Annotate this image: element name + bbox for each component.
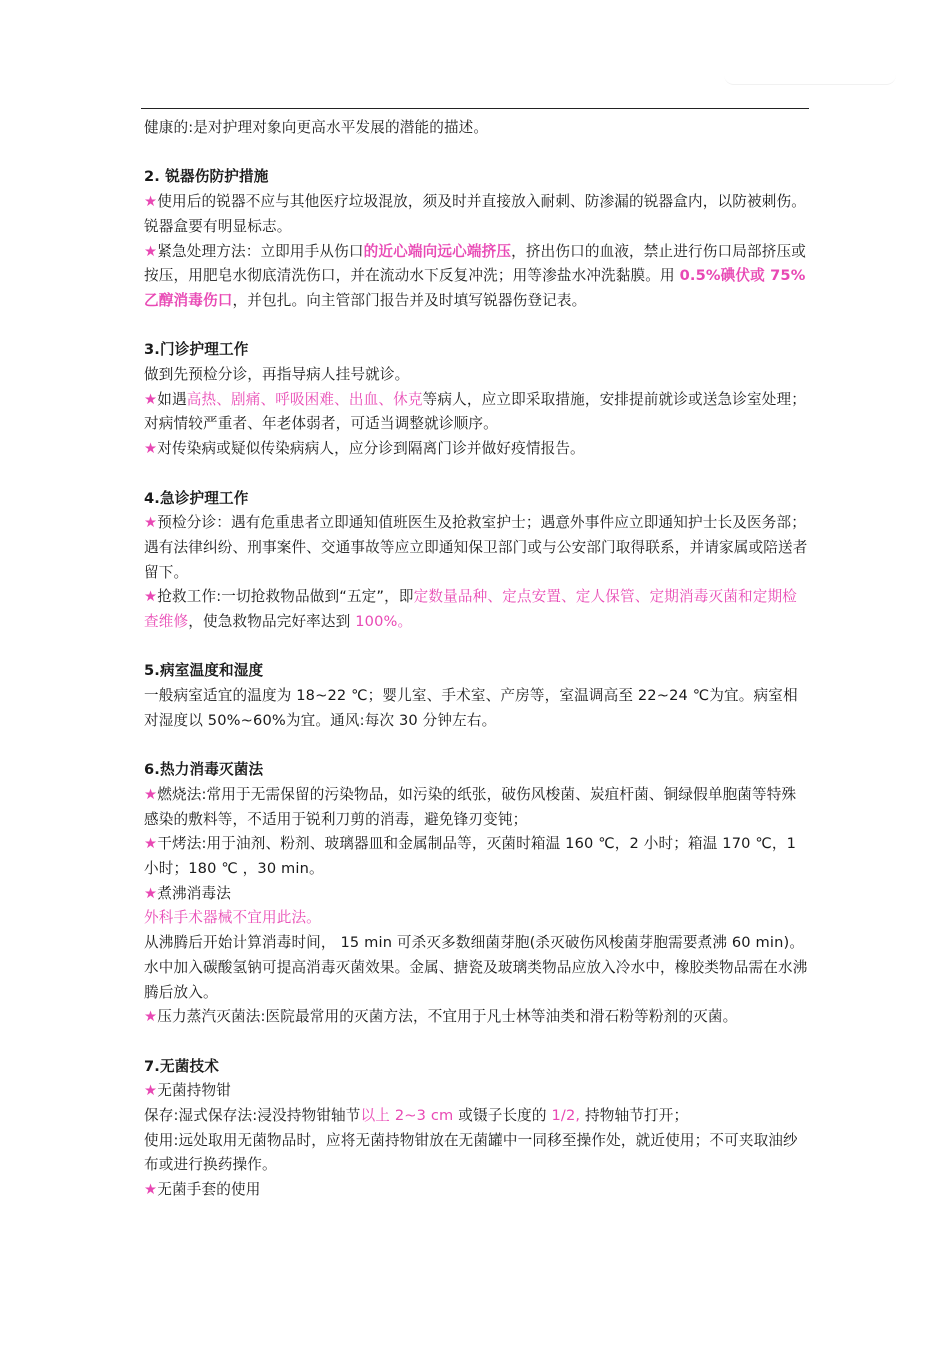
dry-heat-paragraph: ★干烤法:用于油剂、粉剂、玻璃器皿和金属制品等，灭菌时箱温 160 ℃，2 小时；箱温 170 ℃，1 小时；180 ℃ ，30 min。	[144, 835, 797, 878]
highlight: 0.5%碘伏或 75%乙醇消毒伤口	[144, 267, 806, 309]
boiling-paragraph: 从沸腾后开始计算消毒时间， 15 min 可杀灭多数细菌芽胞(杀灭破伤风梭菌芽胞需要煮沸 60 min)。水中加入碳酸氢钠可提高消毒灭菌效果。金属、搪瓷及玻璃类物品应放入冷水中，橡胶类物品需在水沸腾后放入。	[144, 934, 808, 1001]
highlight: 的近心端向远心端挤压	[363, 242, 512, 260]
section-title-heat-sterilization: 6.热力消毒灭菌法	[144, 761, 264, 779]
star-icon: ★	[144, 785, 158, 803]
burning-paragraph: ★燃烧法:常用于无需保留的污染物品，如污染的纸张，破伤风梭菌、炭疽杆菌、铜绿假单胞菌等特殊感染的敷料等，不适用于锐利刀剪的消毒，避免锋刃变钝；	[144, 785, 797, 828]
intro-paragraph: 健康的:是对护理对象向更高水平发展的潜能的描述。	[144, 119, 489, 136]
ward-climate-paragraph: 一般病室适宜的温度为 18~22 ℃；婴儿室、手术室、产房等，室温调高至 22~24 ℃为宜。病室相对湿度以 50%~60%为宜。通风:每次 30 分钟左右。	[144, 687, 798, 729]
page-header-tab	[724, 66, 896, 85]
outpatient-paragraph-1: 做到先预检分诊，再指导病人挂号就诊。	[144, 366, 410, 383]
star-icon: ★	[144, 1082, 158, 1100]
sharps-paragraph-1: ★使用后的锐器不应与其他医疗垃圾混放，须及时并直接放入耐刺、防渗漏的锐器盒内，以防被刺伤。锐器盒要有明显标志。	[144, 193, 806, 235]
emergency-paragraph-1: ★预检分诊：遇有危重患者立即通知值班医生及抢救室护士；遇意外事件应立即通知护士长及医务部；遇有法律纠纷、刑事案件、交通事故等应立即通知保卫部门或与公安部门取得联系，并请家属或陪送者留下。	[144, 514, 808, 581]
outpatient-paragraph-2: ★如遇高热、剧痛、呼吸困难、出血、休克等病人，应立即采取措施，安排提前就诊或送急诊室处理；对病情较严重者、年老体弱者，可适当调整就诊顺序。	[144, 390, 806, 433]
section-title-sharps: 2. 锐器伤防护措施	[144, 168, 269, 186]
document-body	[144, 116, 810, 1203]
boiling-heading: ★煮沸消毒法	[144, 884, 231, 902]
star-icon: ★	[144, 1181, 158, 1199]
section-title-outpatient: 3.门诊护理工作	[144, 341, 249, 359]
outpatient-paragraph-3: ★对传染病或疑似传染病病人，应分诊到隔离门诊并做好疫情报告。	[144, 440, 585, 458]
highlight: 高热、剧痛、呼吸困难、出血、休克	[186, 390, 423, 408]
star-icon: ★	[144, 390, 158, 408]
forceps-usage-paragraph: 使用:远处取用无菌物品时，应将无菌持物钳放在无菌罐中一同移至操作处，就近使用；不可夹取油纱布或进行换药操作。	[144, 1131, 798, 1174]
section-title-aseptic: 7.无菌技术	[144, 1057, 219, 1075]
highlight: 定数量品种、定点安置、定人保管、定期消毒灭菌和定期检查维修	[144, 588, 797, 631]
star-icon: ★	[144, 1008, 158, 1026]
emergency-paragraph-2: ★抢救工作:一切抢救物品做到“五定”，即定数量品种、定点安置、定人保管、定期消毒灭菌和定期检查维修，使急救物品完好率达到 100%。	[144, 588, 797, 631]
highlight: 1/2,	[551, 1107, 581, 1125]
star-icon: ★	[144, 588, 158, 606]
star-icon: ★	[144, 440, 158, 458]
forceps-heading: ★无菌持物钳	[144, 1082, 231, 1100]
section-title-ward-climate: 5.病室温度和湿度	[144, 662, 264, 680]
forceps-storage-paragraph: 保存:湿式保存法:浸没持物钳轴节以上 2~3 cm 或镊子长度的 1/2, 持物轴节打开；	[144, 1107, 689, 1125]
star-icon: ★	[144, 193, 158, 211]
star-icon: ★	[144, 884, 158, 902]
sharps-paragraph-2: ★紧急处理方法：立即用手从伤口的近心端向远心端挤压，挤出伤口的血液，禁止进行伤口局部挤压或按压，用肥皂水彻底清洗伤口，并在流动水下反复冲洗；用等渗盐水冲洗黏膜。用 0.5%碘伏或 75%乙醇消毒伤口，并包扎。向主管部门报告并及时填写锐器伤登记表。	[144, 242, 806, 309]
star-icon: ★	[144, 514, 158, 532]
gloves-heading: ★无菌手套的使用	[144, 1181, 261, 1199]
highlight: 100%。	[355, 613, 413, 631]
autoclave-paragraph: ★压力蒸汽灭菌法:医院最常用的灭菌方法，不宜用于凡士林等油类和滑石粉等粉剂的灭菌。	[144, 1008, 738, 1026]
header-rule	[141, 108, 809, 109]
star-icon: ★	[144, 835, 158, 853]
star-icon: ★	[144, 242, 158, 260]
highlight: 以上 2~3 cm	[360, 1107, 454, 1125]
section-title-emergency: 4.急诊护理工作	[144, 489, 249, 507]
boiling-warning: 外科手术器械不宜用此法。	[144, 909, 321, 927]
